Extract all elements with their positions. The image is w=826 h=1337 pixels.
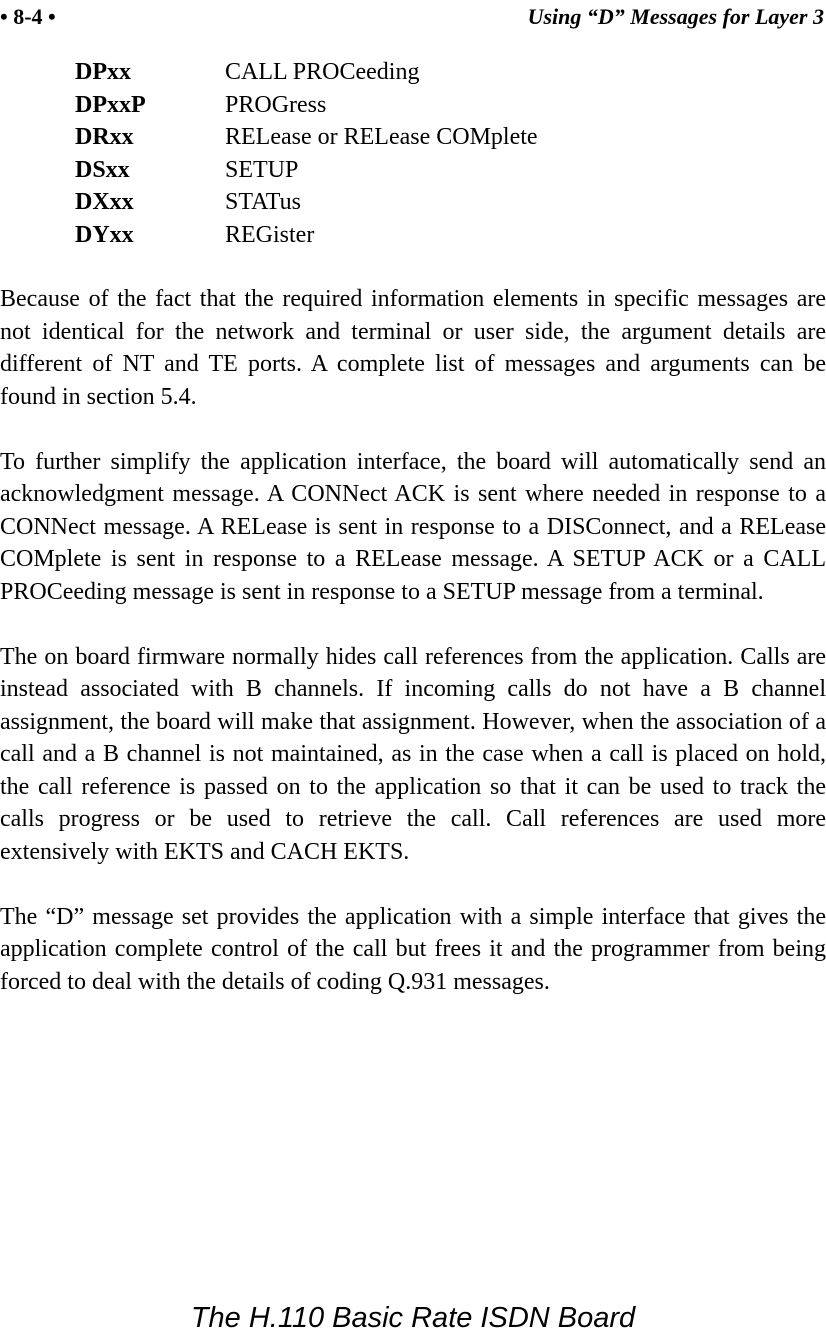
- body-text: [0, 283, 826, 1031]
- paragraph-call-references: The on board firmware normally hides call references from the application. Calls are instead associated with B channels. If incoming calls do not have a B channel assignment, the board will make that assignment. However, when the association of a call and a B channel is not maintained, as in the case when a call is placed on hold, the call reference is passed on to the application so that it can be used to track the calls progress or be used to retrieve the call. Call references are used more extensively with EKTS and CACH EKTS.: [0, 643, 826, 865]
- message-meaning: SETUP: [225, 156, 299, 183]
- code-row: [75, 56, 675, 89]
- page-number: • 8-4 •: [0, 4, 56, 29]
- message-code-list: [75, 56, 675, 252]
- code-row: [75, 121, 675, 154]
- message-code: DPxxP: [75, 91, 146, 118]
- page-header: [0, 0, 826, 34]
- chapter-title: Using “D” Messages for Layer 3: [527, 4, 824, 29]
- page-footer: The H.110 Basic Rate ISDN Board: [190, 1302, 636, 1334]
- message-meaning: REGister: [225, 221, 315, 248]
- code-row: [75, 154, 675, 187]
- message-meaning: CALL PROCeeding: [225, 59, 420, 85]
- message-meaning: PROGress: [225, 91, 327, 118]
- paragraph-d-message-summary: The “D” message set provides the application with a simple interface that gives the application complete control of the call but frees it and the programmer from being forced to deal with the details of coding Q.931 messages.: [0, 903, 826, 995]
- code-row: [75, 89, 675, 122]
- code-row: [75, 219, 675, 252]
- message-code: DRxx: [75, 124, 134, 151]
- code-row: [75, 186, 675, 219]
- message-code: DSxx: [75, 156, 130, 183]
- message-code: DPxx: [75, 59, 131, 85]
- message-meaning: STATus: [225, 189, 301, 216]
- message-code: DYxx: [75, 221, 134, 248]
- paragraph-ie-differences: Because of the fact that the required information elements in specific messages are not identical for the network and terminal or user side, the argument details are different of NT and TE ports. A complete list of messages and arguments can be found in section 5.4.: [0, 286, 826, 410]
- paragraph-acknowledgments: To further simplify the application interface, the board will automatically send an acknowledgment message. A CONNect ACK is sent where needed in response to a CONNect message. A RELease is sent in response to a DISConnect, and a RELease COMplete is sent in response to a RELease message. A SETUP ACK or a CALL PROCeeding message is sent in response to a SETUP message from a terminal.: [0, 448, 826, 605]
- message-code: DXxx: [75, 189, 134, 216]
- message-meaning: RELease or RELease COMplete: [225, 124, 538, 151]
